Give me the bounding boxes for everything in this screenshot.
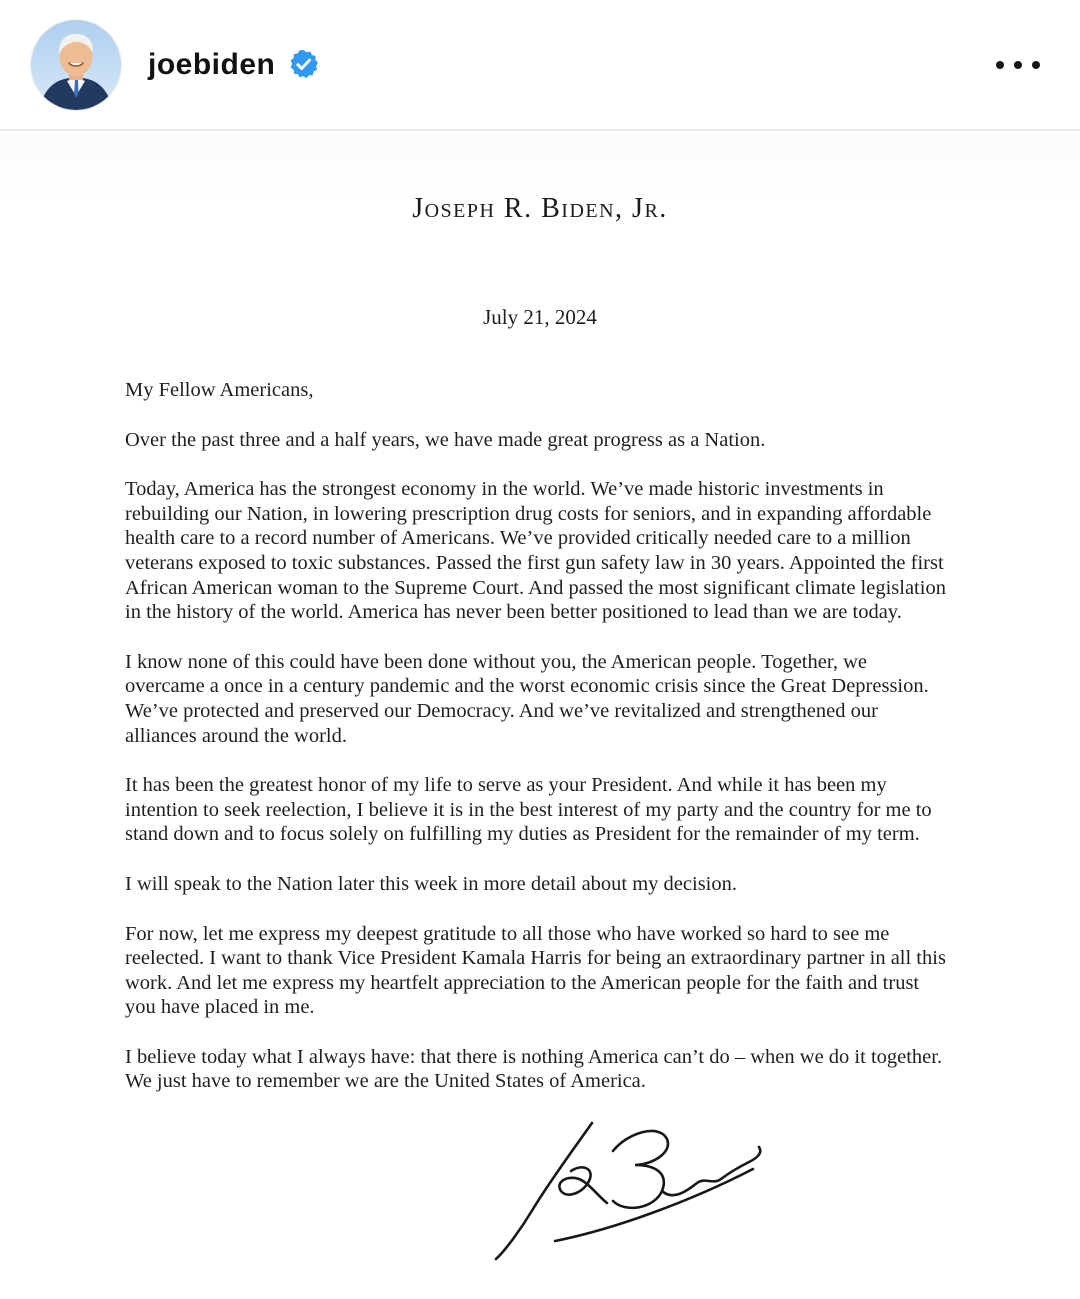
ellipsis-dot-icon	[1014, 61, 1022, 69]
ellipsis-dot-icon	[996, 61, 1004, 69]
letter-body	[125, 378, 948, 1094]
paragraph: I will speak to the Nation later this week in more detail about my decision.	[125, 872, 737, 895]
signature-joe-biden	[455, 1119, 775, 1271]
paragraph: Today, America has the strongest economy in the world. We’ve made historic investments in rebuilding our Nation, in lowering prescription drug costs for seniors, and in expanding affordable health care to a record number of Americans. We’ve provided critically needed care to a million veterans exposed to toxic substances. Passed the first gun safety law in 30 years. Appointed the first African American woman to the Supreme Court. And passed the most significant climate legislation in the history of the world. America has never been better positioned to lead than we are today.	[125, 478, 946, 624]
avatar[interactable]	[30, 19, 122, 111]
paragraph: For now, let me express my deepest gratitude to all those who have worked so hard to see me reelected. I want to thank Vice President Kamala Harris for being an extraordinary partner in all this work. And let me express my heartfelt appreciation to the American people for the faith and trust you have placed in me.	[125, 922, 946, 1019]
letter-date: July 21, 2024	[483, 305, 597, 329]
letterhead: Joseph R. Biden, Jr.	[412, 193, 668, 224]
post-media-letter-image[interactable]	[0, 131, 1080, 1297]
salutation: My Fellow Americans,	[125, 379, 314, 401]
paragraph: I know none of this could have been done without you, the American people. Together, we overcame a once in a century pandemic and the worst economic crisis since the Great Depression. We’ve protected and preserved our Democracy. And we’ve revitalized and strengthened our alliances around the world.	[125, 650, 929, 747]
username[interactable]: joebiden	[148, 47, 276, 81]
paragraph: Over the past three and a half years, we have made great progress as a Nation.	[125, 428, 766, 451]
more-options-button[interactable]	[992, 51, 1044, 79]
paragraph: I believe today what I always have: that there is nothing America can’t do – when we do it together. We just have to remember we are the United States of America.	[125, 1045, 943, 1093]
post-header	[0, 0, 1080, 131]
ellipsis-dot-icon	[1032, 61, 1040, 69]
paragraph: It has been the greatest honor of my life to serve as your President. And while it has been my intention to seek reelection, I believe it is in the best interest of my party and the country for me to stand down and to focus solely on fulfilling my duties as President for the remainder of my term.	[125, 774, 932, 846]
avatar-portrait-icon	[31, 20, 121, 110]
verified-badge-icon	[288, 49, 319, 80]
